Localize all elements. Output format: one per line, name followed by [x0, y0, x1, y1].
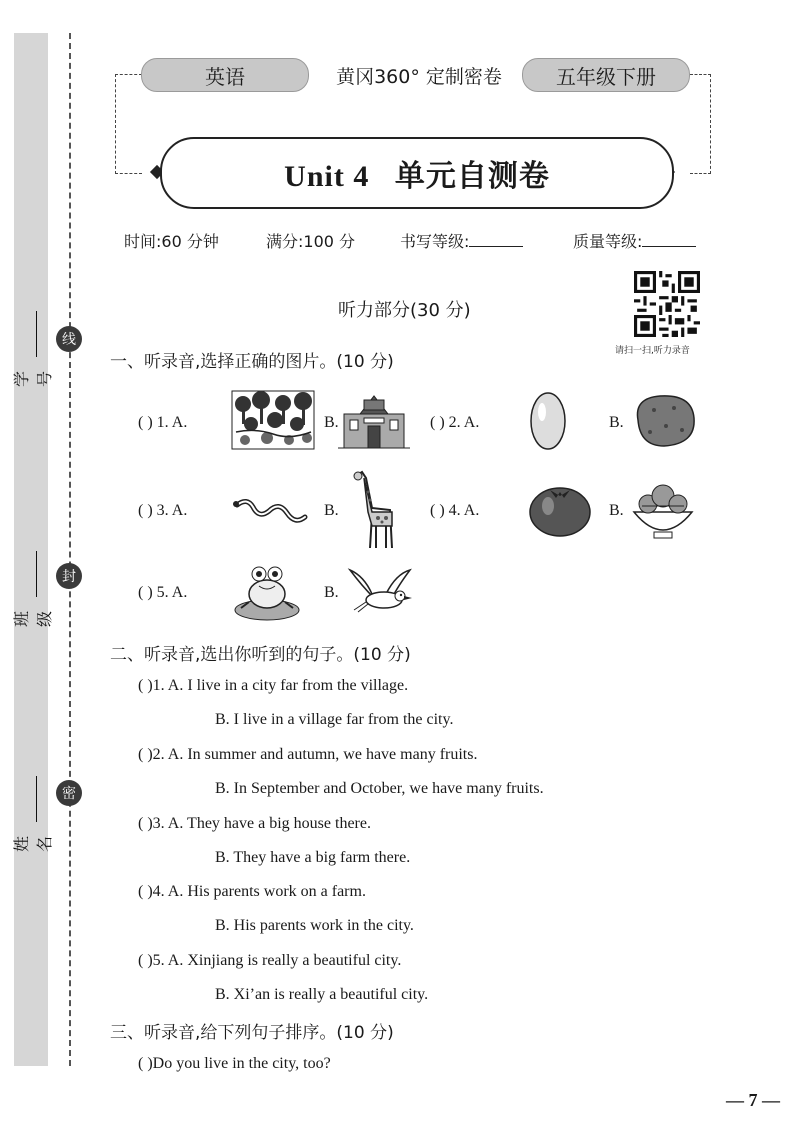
s1-q4-b: B. [609, 502, 624, 519]
seal-secret-badge: 密 [56, 780, 82, 806]
quality-grade-label: 质量等级: [573, 232, 643, 251]
tomato-icon [528, 482, 592, 538]
class-field [12, 551, 54, 627]
student-no-label: 学号 [12, 370, 54, 387]
s1-q5-b: B. [324, 584, 339, 601]
time-info: 时间:60 分钟 [124, 232, 219, 251]
s1-q2-label: ( ) 2. A. [430, 414, 480, 431]
s1-q3-b: B. [324, 502, 339, 519]
potato-icon [630, 390, 698, 450]
s1-q1-label: ( ) 1. A. [138, 414, 188, 431]
binding-strip [12, 33, 54, 1066]
cut-line [69, 33, 71, 1066]
full-score-info: 满分:100 分 [266, 232, 356, 251]
quality-grade [573, 229, 696, 252]
listening-heading: 听力部分(30 分) [338, 300, 471, 321]
header-frame-left [115, 74, 142, 174]
section2-heading: 二、听录音,选出你听到的句子。(10 分) [110, 645, 411, 665]
section3-heading: 三、听录音,给下列句子排序。(10 分) [110, 1023, 394, 1043]
s1-q5-label: ( ) 5. A. [138, 584, 188, 601]
section1-heading: 一、听录音,选择正确的图片。(10 分) [110, 352, 394, 372]
qr-caption: 请扫一扫,听力录音 [615, 346, 690, 356]
bird-icon [344, 566, 414, 614]
s2-q4-a: ( )4. A. His parents work on a farm. [138, 883, 366, 900]
s2-q1-a: ( )1. A. I live in a city far from the village. [138, 677, 409, 694]
header-frame-right [690, 74, 711, 174]
s2-q4-b: B. His parents work in the city. [215, 917, 414, 934]
seal-seal-badge: 封 [56, 563, 82, 589]
s1-q4-label: ( ) 4. A. [430, 502, 480, 519]
qr-code-icon[interactable] [634, 271, 700, 337]
subject-pill: 英语 [141, 58, 309, 92]
writing-grade-blank[interactable] [469, 232, 523, 247]
s3-item-1: ( )Do you live in the city, too? [138, 1055, 331, 1072]
s2-q5-b: B. Xi’an is really a beautiful city. [215, 986, 429, 1003]
salad-bowl-icon [630, 478, 696, 542]
seal-line-badge: 线 [56, 326, 82, 352]
page-title-box [160, 137, 674, 209]
student-no-field [12, 311, 54, 387]
building-icon [338, 392, 410, 450]
giraffe-icon [346, 468, 398, 550]
frog-icon [231, 560, 303, 624]
page-title: Unit 4 单元自测卷 [284, 160, 550, 193]
s2-q2-a: ( )2. A. In summer and autumn, we have many fruits. [138, 746, 478, 763]
forest-scene-icon [231, 390, 315, 450]
page-number: — 7 — [726, 1090, 780, 1110]
s2-q3-b: B. They have a big farm there. [215, 849, 411, 866]
egg-icon [528, 390, 568, 452]
s1-q3-label: ( ) 3. A. [138, 502, 188, 519]
quality-grade-blank[interactable] [642, 232, 696, 247]
s2-q5-a: ( )5. A. Xinjiang is really a beautiful city. [138, 952, 402, 969]
s2-q3-a: ( )3. A. They have a big house there. [138, 815, 371, 832]
grade-pill: 五年级下册 [522, 58, 690, 92]
s2-q1-b: B. I live in a village far from the city. [215, 711, 454, 728]
writing-grade [400, 229, 523, 252]
name-label: 姓名 [12, 835, 54, 852]
name-field [12, 776, 54, 852]
class-label: 班级 [12, 610, 54, 627]
series-title: 黄冈360° 定制密卷 [336, 65, 502, 88]
snake-icon [231, 495, 309, 529]
s1-q1-b: B. [324, 414, 339, 431]
writing-grade-label: 书写等级: [400, 232, 470, 251]
s2-q2-b: B. In September and October, we have many fruits. [215, 780, 544, 797]
s1-q2-b: B. [609, 414, 624, 431]
